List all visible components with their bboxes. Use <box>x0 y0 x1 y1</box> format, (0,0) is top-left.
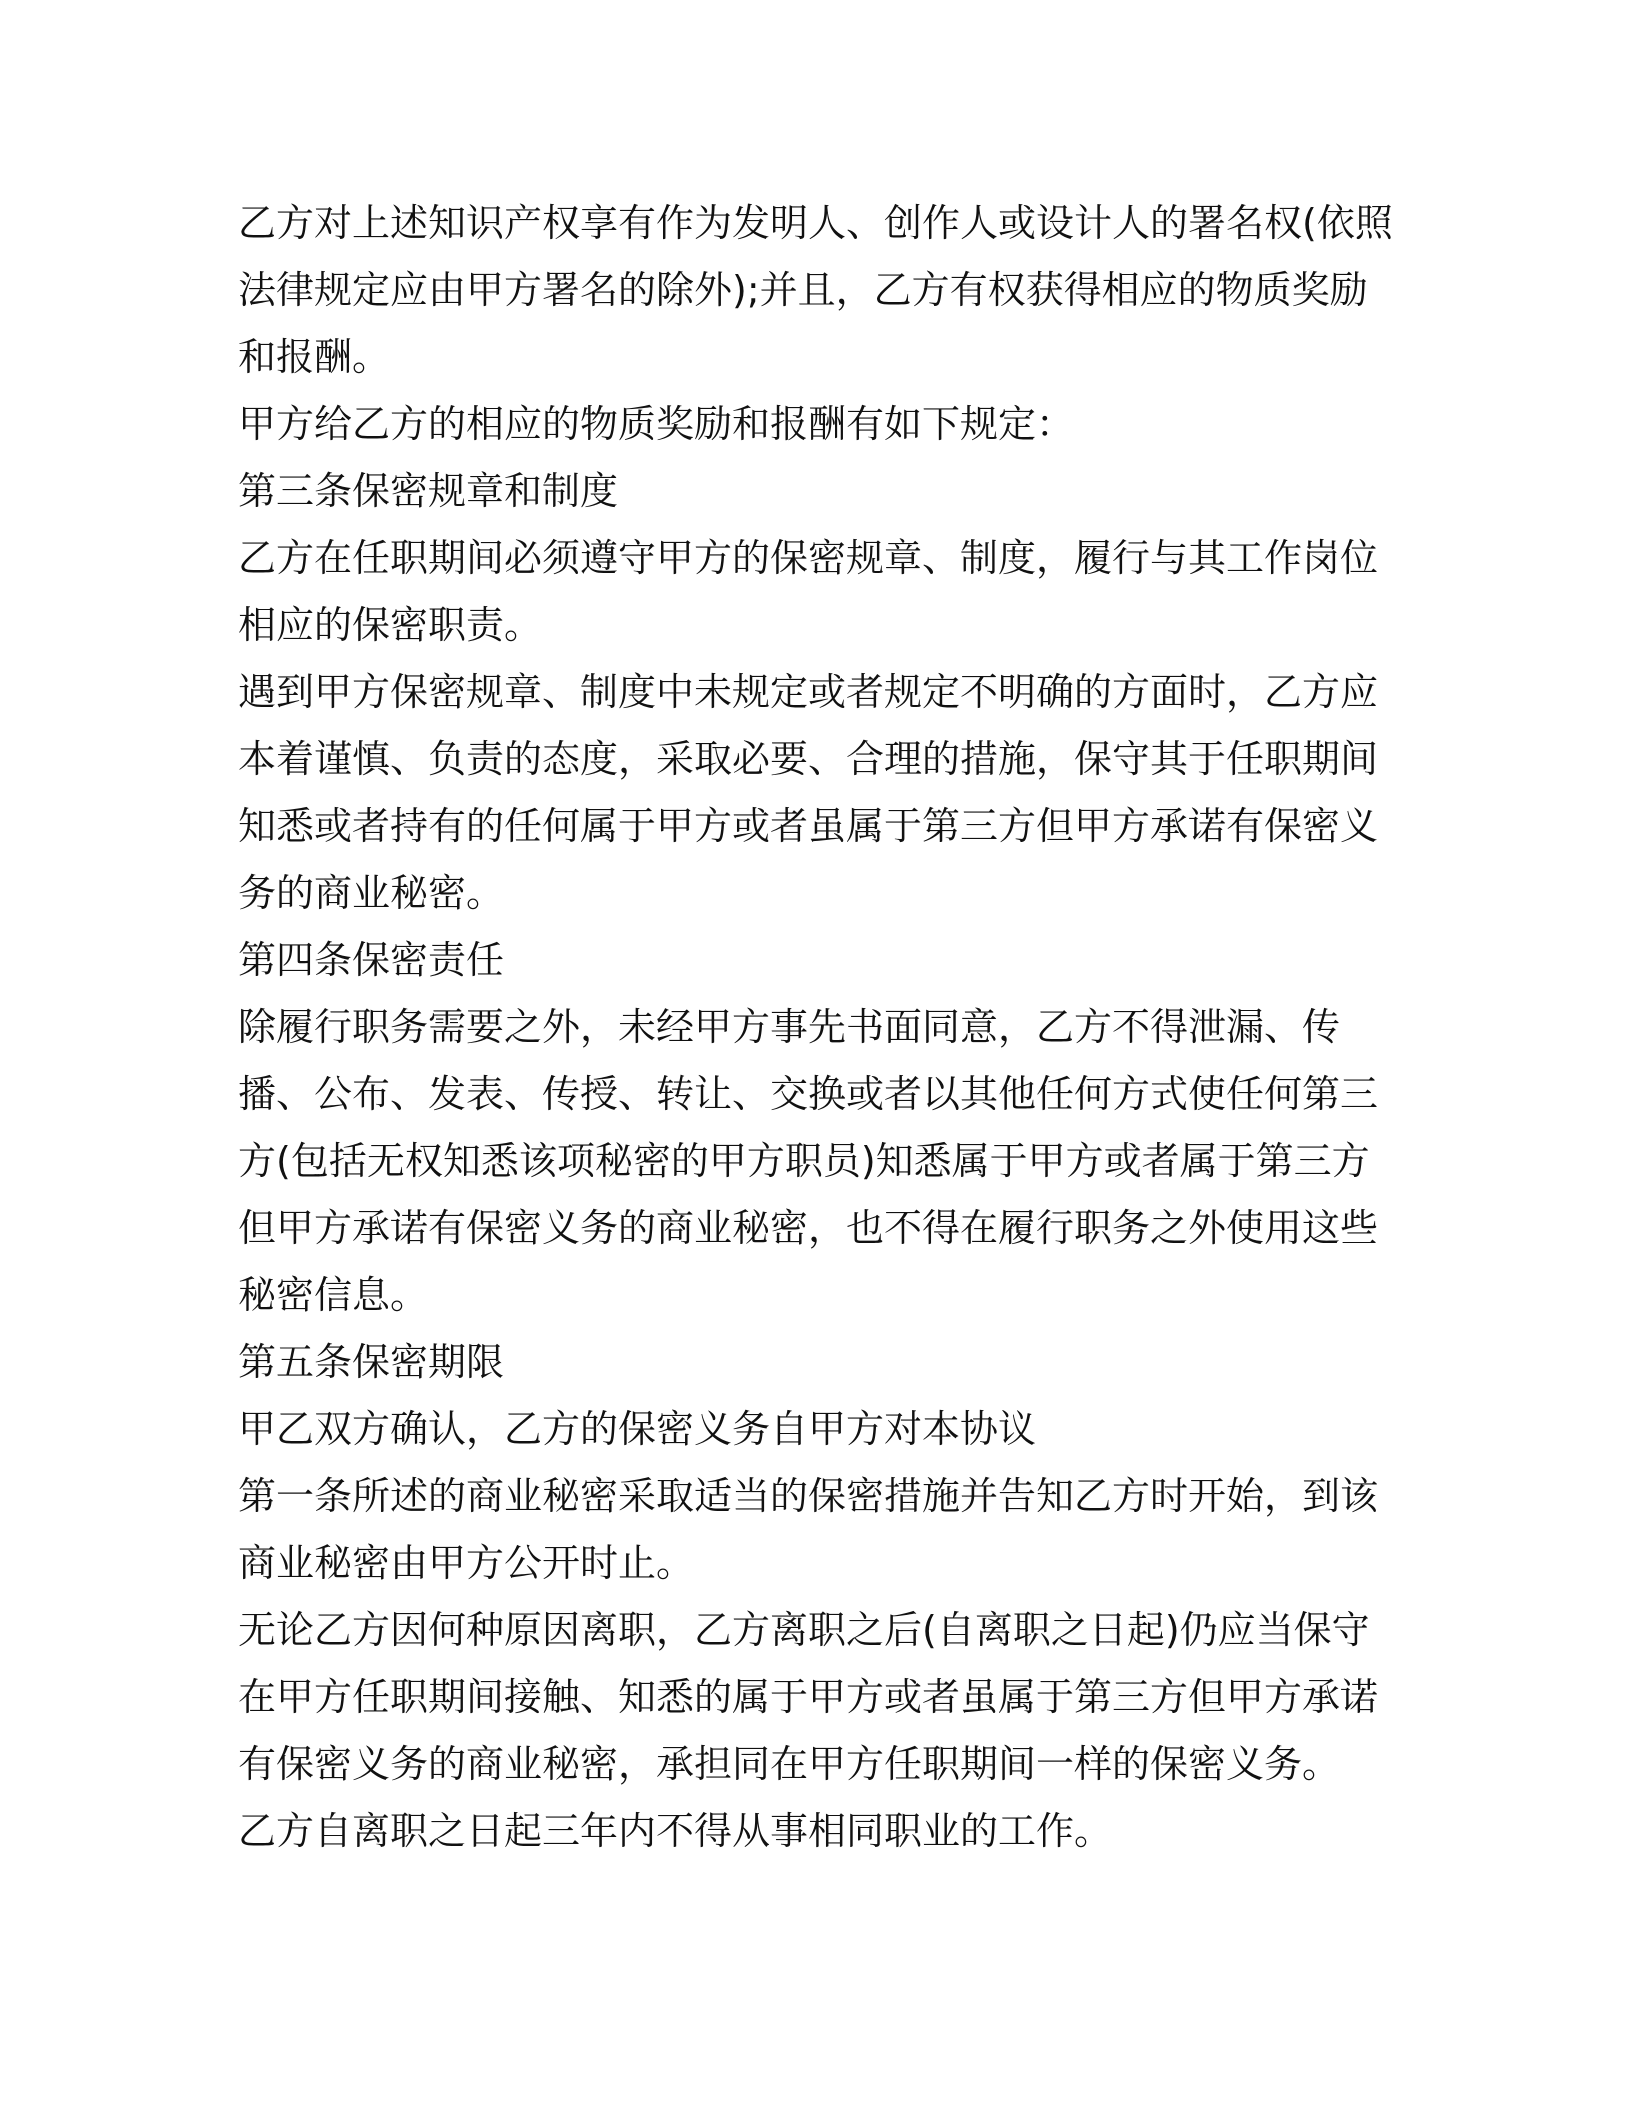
paragraph-reward-rules: 甲方给乙方的相应的物质奖励和报酬有如下规定： <box>238 402 1075 446</box>
paragraph-disclosure-prohibition: 除履行职务需要之外，未经甲方事先书面同意，乙方不得泄漏、传播、公布、发表、传授、转让、交换或者以其他任何方式使任何第三方(包括无权知悉该项秘密的甲方职员)知悉属于甲方或者属于第三方但甲方承诺有保密义务的商业秘密，也不得在履行职务之外使用这些秘密信息。 <box>238 1005 1379 1317</box>
paragraph-term-end: 第一条所述的商业秘密采取适当的保密措施并告知乙方时开始，到该商业秘密由甲方公开时止。 <box>238 1474 1379 1585</box>
document-body <box>238 190 1398 1865</box>
paragraph-unspecified-cases: 遇到甲方保密规章、制度中未规定或者规定不明确的方面时，乙方应本着谨慎、负责的态度，采取必要、合理的措施，保守其于任职期间知悉或者持有的任何属于甲方或者虽属于第三方但甲方承诺有保密义务的商业秘密。 <box>238 670 1379 915</box>
paragraph-signature-rights: 乙方对上述知识产权享有作为发明人、创作人或设计人的署名权(依照法律规定应由甲方署名的除外);并且，乙方有权获得相应的物质奖励和报酬。 <box>238 201 1393 379</box>
paragraph-non-compete: 乙方自离职之日起三年内不得从事相同职业的工作。 <box>238 1809 1113 1853</box>
heading-article-4: 第四条保密责任 <box>238 938 505 982</box>
heading-article-3: 第三条保密规章和制度 <box>238 469 619 513</box>
paragraph-term-start: 甲乙双方确认，乙方的保密义务自甲方对本协议 <box>238 1407 1037 1451</box>
heading-article-5: 第五条保密期限 <box>238 1340 505 1384</box>
paragraph-post-departure: 无论乙方因何种原因离职，乙方离职之后(自离职之日起)仍应当保守在甲方任职期间接触、知悉的属于甲方或者虽属于第三方但甲方承诺有保密义务的商业秘密，承担同在甲方任职期间一样的保密义务。 <box>238 1608 1379 1786</box>
paragraph-confidentiality-duty: 乙方在任职期间必须遵守甲方的保密规章、制度，履行与其工作岗位相应的保密职责。 <box>238 536 1379 647</box>
